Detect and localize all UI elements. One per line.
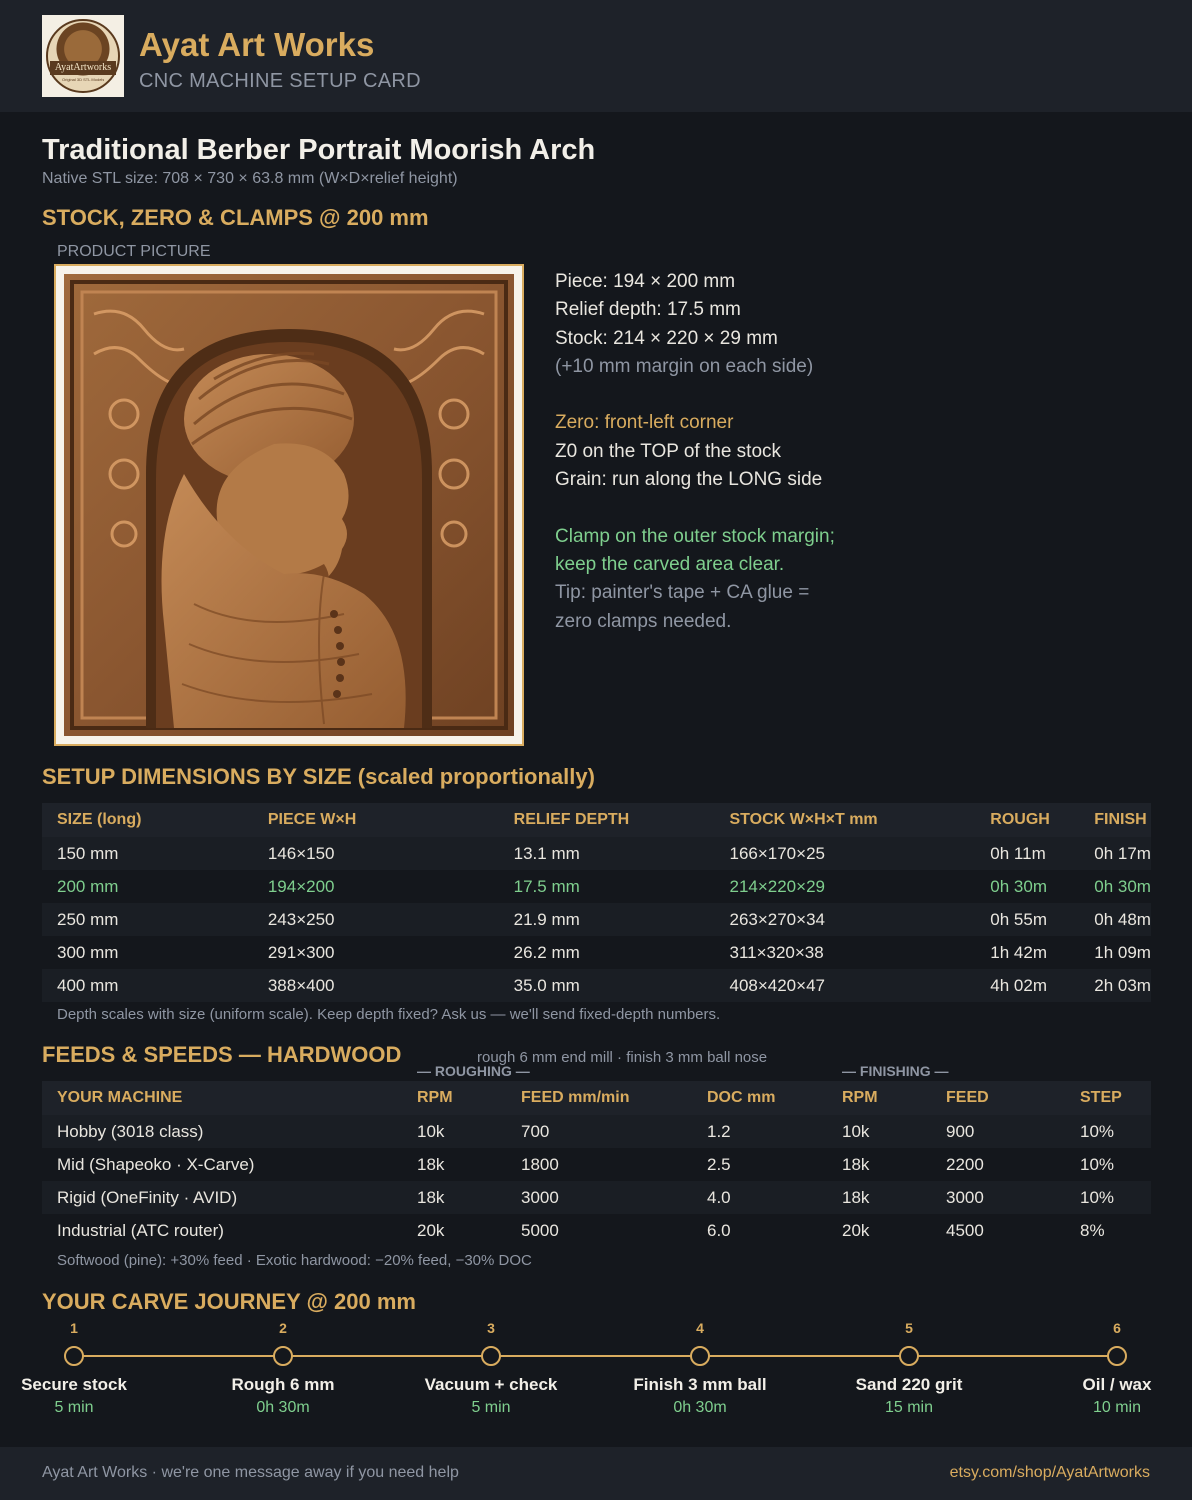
header bbox=[0, 0, 1192, 112]
step-number: 4 bbox=[696, 1320, 704, 1336]
shop-link[interactable]: etsy.com/shop/AyatArtworks bbox=[949, 1464, 1150, 1481]
product-picture bbox=[54, 264, 524, 746]
finishing-label: — FINISHING — bbox=[842, 1063, 949, 1079]
tip-1: Tip: painter's tape + CA glue = bbox=[555, 582, 810, 604]
col-relief: RELIEF DEPTH bbox=[499, 803, 715, 837]
step-number: 1 bbox=[70, 1320, 78, 1336]
step-time: 15 min bbox=[884, 1399, 934, 1416]
cell: 194×200 bbox=[253, 870, 499, 903]
step-dot bbox=[64, 1346, 84, 1366]
cell: 18k bbox=[827, 1148, 931, 1181]
cell: 1.2 bbox=[692, 1115, 827, 1148]
cell: 1h 09m bbox=[1079, 936, 1151, 969]
step-dot bbox=[899, 1346, 919, 1366]
cell: 2h 03m bbox=[1079, 969, 1151, 1002]
step-number: 5 bbox=[905, 1320, 913, 1336]
col-finish: FINISH bbox=[1079, 803, 1151, 837]
cell: 150 mm bbox=[42, 837, 253, 870]
step-number: 3 bbox=[487, 1320, 495, 1336]
cell: 146×150 bbox=[253, 837, 499, 870]
step-dot bbox=[481, 1346, 501, 1366]
footer-message: Ayat Art Works · we're one message away if you need help bbox=[42, 1464, 459, 1481]
step-label: Oil / wax bbox=[1082, 1375, 1152, 1394]
cell: 300 mm bbox=[42, 936, 253, 969]
cell: 4.0 bbox=[692, 1181, 827, 1214]
carved-portrait-image bbox=[64, 274, 514, 736]
cell: 0h 17m bbox=[1079, 837, 1151, 870]
step-dot bbox=[1107, 1346, 1127, 1366]
cell: 18k bbox=[402, 1148, 506, 1181]
cell: Rigid (OneFinity · AVID) bbox=[42, 1181, 402, 1214]
cell: 263×270×34 bbox=[714, 903, 975, 936]
cell: 214×220×29 bbox=[714, 870, 975, 903]
table-row bbox=[42, 1148, 1151, 1181]
feeds-table bbox=[42, 1081, 1151, 1247]
brand-name: Ayat Art Works bbox=[139, 26, 375, 63]
table-row bbox=[42, 1115, 1151, 1148]
cell: Mid (Shapeoko · X-Carve) bbox=[42, 1148, 402, 1181]
col-finish-feed: FEED bbox=[931, 1081, 1065, 1115]
col-stock: STOCK W×H×T mm bbox=[714, 803, 975, 837]
cell: 400 mm bbox=[42, 969, 253, 1002]
cell: Industrial (ATC router) bbox=[42, 1214, 402, 1247]
cell: 6.0 bbox=[692, 1214, 827, 1247]
product-title: Traditional Berber Portrait Moorish Arch bbox=[42, 134, 596, 166]
journey-step-1 bbox=[0, 1320, 164, 1417]
picture-label: PRODUCT PICTURE bbox=[57, 243, 211, 260]
cell: 26.2 mm bbox=[499, 936, 715, 969]
feeds-tools: rough 6 mm end mill · finish 3 mm ball nose bbox=[477, 1049, 768, 1066]
relief-depth: Relief depth: 17.5 mm bbox=[555, 299, 741, 321]
sizes-header-row bbox=[42, 803, 1151, 837]
step-label: Sand 220 grit bbox=[855, 1375, 963, 1394]
step-dot bbox=[273, 1346, 293, 1366]
stock-margin: (+10 mm margin on each side) bbox=[555, 355, 814, 377]
journey-timeline bbox=[0, 1320, 1192, 1430]
table-row bbox=[42, 1214, 1151, 1247]
z0-note: Z0 on the TOP of the stock bbox=[555, 440, 782, 462]
logo-subtext: Original 3D STL Models bbox=[62, 77, 104, 82]
cell: 3000 bbox=[931, 1181, 1065, 1214]
cell: 21.9 mm bbox=[499, 903, 715, 936]
logo-emblem bbox=[46, 19, 120, 93]
stock-size: Stock: 214 × 220 × 29 mm bbox=[555, 327, 778, 349]
clamp-note-1: Clamp on the outer stock margin; bbox=[555, 525, 835, 547]
cell: 166×170×25 bbox=[714, 837, 975, 870]
footer bbox=[0, 1447, 1192, 1500]
step-label: Finish 3 mm ball bbox=[633, 1375, 767, 1394]
stock-info bbox=[555, 268, 835, 636]
feeds-note: Softwood (pine): +30% feed · Exotic hardwood: −20% feed, −30% DOC bbox=[57, 1252, 532, 1269]
step-number: 6 bbox=[1113, 1320, 1121, 1336]
cell: 388×400 bbox=[253, 969, 499, 1002]
col-rough-rpm: RPM bbox=[402, 1081, 506, 1115]
grain-note: Grain: run along the LONG side bbox=[555, 469, 823, 491]
cell: 10% bbox=[1065, 1115, 1151, 1148]
journey-heading: YOUR CARVE JOURNEY @ 200 mm bbox=[42, 1289, 416, 1314]
col-size: SIZE (long) bbox=[42, 803, 253, 837]
cell: 10k bbox=[827, 1115, 931, 1148]
cell: 0h 30m bbox=[975, 870, 1079, 903]
cell: 1800 bbox=[506, 1148, 692, 1181]
table-row bbox=[42, 837, 1151, 870]
piece-size: Piece: 194 × 200 mm bbox=[555, 271, 736, 292]
stock-heading: STOCK, ZERO & CLAMPS @ 200 mm bbox=[42, 205, 429, 230]
card-subtitle: CNC MACHINE SETUP CARD bbox=[139, 70, 421, 92]
step-number: 2 bbox=[279, 1320, 287, 1336]
cell: 18k bbox=[827, 1181, 931, 1214]
journey-step-2 bbox=[193, 1320, 373, 1417]
cell: 20k bbox=[402, 1214, 506, 1247]
col-finish-rpm: RPM bbox=[827, 1081, 931, 1115]
table-row bbox=[42, 936, 1151, 969]
cell: Hobby (3018 class) bbox=[42, 1115, 402, 1148]
step-time: 5 min bbox=[54, 1399, 94, 1416]
col-machine: YOUR MACHINE bbox=[42, 1081, 402, 1115]
cell: 10% bbox=[1065, 1148, 1151, 1181]
step-time: 10 min bbox=[1092, 1399, 1142, 1416]
cell: 0h 55m bbox=[975, 903, 1079, 936]
step-label: Secure stock bbox=[21, 1375, 127, 1394]
sizes-heading: SETUP DIMENSIONS BY SIZE (scaled proportionally) bbox=[42, 764, 595, 789]
cell: 311×320×38 bbox=[714, 936, 975, 969]
cell: 17.5 mm bbox=[499, 870, 715, 903]
table-row-highlighted bbox=[42, 870, 1151, 903]
cell: 250 mm bbox=[42, 903, 253, 936]
col-piece: PIECE W×H bbox=[253, 803, 499, 837]
cell: 0h 30m bbox=[1079, 870, 1151, 903]
journey-step-6 bbox=[1027, 1320, 1192, 1417]
roughing-label: — ROUGHING — bbox=[417, 1063, 530, 1079]
table-row bbox=[42, 903, 1151, 936]
step-label: Rough 6 mm bbox=[231, 1375, 335, 1394]
cell: 4500 bbox=[931, 1214, 1065, 1247]
col-rough-feed: FEED mm/min bbox=[506, 1081, 692, 1115]
feeds-header-row bbox=[42, 1081, 1151, 1115]
cell: 0h 11m bbox=[975, 837, 1079, 870]
cell: 900 bbox=[931, 1115, 1065, 1148]
feeds-heading: FEEDS & SPEEDS — HARDWOOD bbox=[42, 1042, 402, 1067]
cell: 5000 bbox=[506, 1214, 692, 1247]
col-rough: ROUGH bbox=[975, 803, 1079, 837]
cell: 10% bbox=[1065, 1181, 1151, 1214]
cell: 18k bbox=[402, 1181, 506, 1214]
tip-2: zero clamps needed. bbox=[555, 610, 732, 632]
cell: 291×300 bbox=[253, 936, 499, 969]
cell: 2.5 bbox=[692, 1148, 827, 1181]
cell: 200 mm bbox=[42, 870, 253, 903]
brand-logo bbox=[42, 15, 124, 97]
cell: 13.1 mm bbox=[499, 837, 715, 870]
cell: 243×250 bbox=[253, 903, 499, 936]
step-time: 0h 30m bbox=[256, 1399, 310, 1416]
cell: 4h 02m bbox=[975, 969, 1079, 1002]
logo-text: AyatArtworks bbox=[50, 61, 116, 75]
sizes-note: Depth scales with size (uniform scale). Keep depth fixed? Ask us — we'll send fixed-depth numbers. bbox=[57, 1006, 721, 1023]
cell: 2200 bbox=[931, 1148, 1065, 1181]
col-doc: DOC mm bbox=[692, 1081, 827, 1115]
sizes-table bbox=[42, 803, 1151, 1002]
cell: 20k bbox=[827, 1214, 931, 1247]
cell: 700 bbox=[506, 1115, 692, 1148]
cell: 408×420×47 bbox=[714, 969, 975, 1002]
cell: 1h 42m bbox=[975, 936, 1079, 969]
native-size: Native STL size: 708 × 730 × 63.8 mm (W×D×relief height) bbox=[42, 170, 458, 187]
cell: 8% bbox=[1065, 1214, 1151, 1247]
col-step: STEP bbox=[1065, 1081, 1151, 1115]
cell: 35.0 mm bbox=[499, 969, 715, 1002]
step-time: 5 min bbox=[471, 1399, 511, 1416]
table-row bbox=[42, 1181, 1151, 1214]
journey-step-4 bbox=[610, 1320, 790, 1417]
zero-point: Zero: front-left corner bbox=[555, 412, 734, 434]
table-row bbox=[42, 969, 1151, 1002]
journey-step-5 bbox=[819, 1320, 999, 1417]
step-label: Vacuum + check bbox=[424, 1375, 558, 1394]
step-time: 0h 30m bbox=[673, 1399, 727, 1416]
journey-step-3 bbox=[401, 1320, 581, 1417]
cell: 0h 48m bbox=[1079, 903, 1151, 936]
cell: 3000 bbox=[506, 1181, 692, 1214]
clamp-note-2: keep the carved area clear. bbox=[555, 553, 785, 575]
step-dot bbox=[690, 1346, 710, 1366]
cell: 10k bbox=[402, 1115, 506, 1148]
